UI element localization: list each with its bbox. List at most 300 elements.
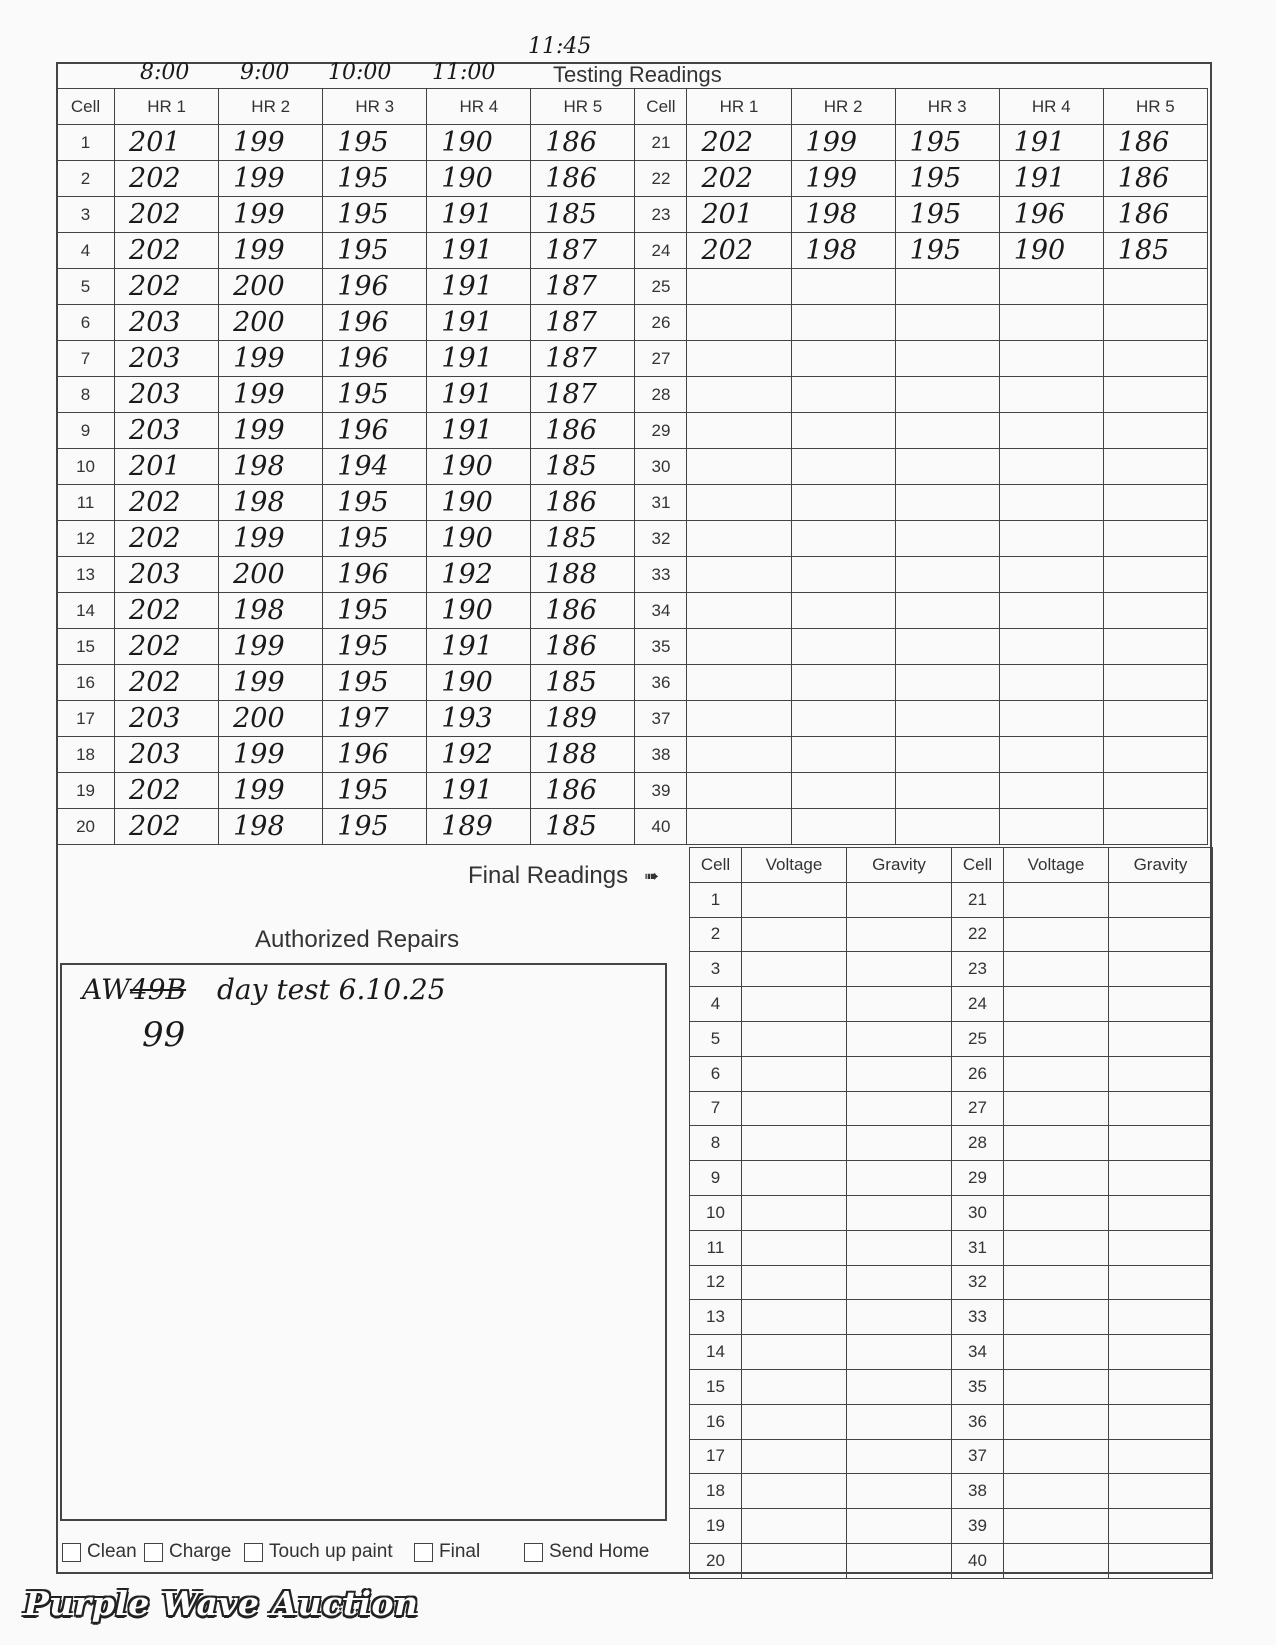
reading-cell[interactable] <box>687 701 791 737</box>
reading-cell[interactable]: 203 <box>115 413 219 449</box>
reading-cell[interactable]: 190 <box>427 449 531 485</box>
checkbox-box[interactable] <box>144 1543 163 1562</box>
reading-cell[interactable] <box>1103 341 1207 377</box>
reading-cell[interactable]: 185 <box>531 809 635 845</box>
reading-cell[interactable]: 195 <box>895 125 999 161</box>
cell-number[interactable]: 3 <box>57 197 115 233</box>
reading-cell[interactable]: 199 <box>219 125 323 161</box>
voltage-cell[interactable] <box>742 917 847 952</box>
reading-cell[interactable]: 195 <box>323 233 427 269</box>
reading-cell[interactable] <box>687 413 791 449</box>
reading-cell[interactable] <box>687 305 791 341</box>
reading-cell[interactable] <box>791 809 895 845</box>
reading-cell[interactable]: 186 <box>531 485 635 521</box>
gravity-cell[interactable] <box>847 1195 952 1230</box>
reading-cell[interactable] <box>895 413 999 449</box>
checkbox-touch-up-paint[interactable] <box>244 1541 393 1563</box>
reading-cell[interactable] <box>999 773 1103 809</box>
reading-cell[interactable] <box>791 305 895 341</box>
cell-number[interactable]: 25 <box>635 269 687 305</box>
reading-cell[interactable] <box>687 773 791 809</box>
gravity-cell[interactable] <box>847 1056 952 1091</box>
reading-cell[interactable] <box>687 485 791 521</box>
gravity-cell[interactable] <box>1109 1300 1213 1335</box>
reading-cell[interactable] <box>1103 809 1207 845</box>
reading-cell[interactable]: 185 <box>531 665 635 701</box>
reading-cell[interactable]: 196 <box>323 269 427 305</box>
voltage-cell[interactable] <box>1004 1056 1109 1091</box>
reading-cell[interactable]: 202 <box>115 809 219 845</box>
reading-cell[interactable]: 196 <box>323 305 427 341</box>
gravity-cell[interactable] <box>847 1509 952 1544</box>
voltage-cell[interactable] <box>742 1543 847 1578</box>
gravity-cell[interactable] <box>1109 1404 1213 1439</box>
reading-cell[interactable]: 191 <box>427 305 531 341</box>
reading-cell[interactable]: 199 <box>791 125 895 161</box>
reading-cell[interactable] <box>999 305 1103 341</box>
reading-cell[interactable]: 191 <box>999 161 1103 197</box>
gravity-cell[interactable] <box>847 1230 952 1265</box>
gravity-cell[interactable] <box>847 882 952 917</box>
reading-cell[interactable]: 187 <box>531 377 635 413</box>
cell-number[interactable]: 35 <box>635 629 687 665</box>
reading-cell[interactable] <box>999 449 1103 485</box>
gravity-cell[interactable] <box>1109 1230 1213 1265</box>
reading-cell[interactable] <box>791 593 895 629</box>
reading-cell[interactable]: 196 <box>323 737 427 773</box>
reading-cell[interactable]: 195 <box>323 665 427 701</box>
reading-cell[interactable]: 203 <box>115 377 219 413</box>
reading-cell[interactable]: 203 <box>115 737 219 773</box>
reading-cell[interactable] <box>791 629 895 665</box>
reading-cell[interactable]: 193 <box>427 701 531 737</box>
reading-cell[interactable] <box>999 413 1103 449</box>
gravity-cell[interactable] <box>1109 1474 1213 1509</box>
reading-cell[interactable] <box>999 521 1103 557</box>
reading-cell[interactable]: 192 <box>427 737 531 773</box>
reading-cell[interactable] <box>895 737 999 773</box>
cell-number[interactable]: 22 <box>635 161 687 197</box>
reading-cell[interactable] <box>687 449 791 485</box>
reading-cell[interactable] <box>1103 665 1207 701</box>
gravity-cell[interactable] <box>1109 987 1213 1022</box>
reading-cell[interactable]: 200 <box>219 701 323 737</box>
cell-number[interactable]: 27 <box>635 341 687 377</box>
reading-cell[interactable]: 190 <box>427 665 531 701</box>
cell-number[interactable]: 6 <box>57 305 115 341</box>
reading-cell[interactable]: 195 <box>895 233 999 269</box>
checkbox-clean[interactable] <box>62 1541 137 1563</box>
reading-cell[interactable] <box>791 737 895 773</box>
reading-cell[interactable] <box>895 341 999 377</box>
reading-cell[interactable] <box>895 521 999 557</box>
reading-cell[interactable]: 190 <box>427 521 531 557</box>
reading-cell[interactable]: 202 <box>115 485 219 521</box>
reading-cell[interactable] <box>791 449 895 485</box>
reading-cell[interactable] <box>1103 557 1207 593</box>
reading-cell[interactable] <box>895 665 999 701</box>
cell-number[interactable]: 23 <box>635 197 687 233</box>
reading-cell[interactable]: 198 <box>219 449 323 485</box>
gravity-cell[interactable] <box>847 1265 952 1300</box>
voltage-cell[interactable] <box>742 1195 847 1230</box>
cell-number[interactable]: 7 <box>57 341 115 377</box>
reading-cell[interactable]: 197 <box>323 701 427 737</box>
gravity-cell[interactable] <box>847 1369 952 1404</box>
gravity-cell[interactable] <box>1109 882 1213 917</box>
reading-cell[interactable] <box>895 449 999 485</box>
reading-cell[interactable]: 186 <box>531 593 635 629</box>
reading-cell[interactable] <box>999 629 1103 665</box>
reading-cell[interactable] <box>1103 521 1207 557</box>
reading-cell[interactable] <box>1103 629 1207 665</box>
reading-cell[interactable]: 199 <box>219 665 323 701</box>
voltage-cell[interactable] <box>742 952 847 987</box>
reading-cell[interactable]: 191 <box>427 341 531 377</box>
reading-cell[interactable] <box>999 665 1103 701</box>
reading-cell[interactable]: 196 <box>999 197 1103 233</box>
voltage-cell[interactable] <box>1004 1021 1109 1056</box>
reading-cell[interactable]: 195 <box>323 161 427 197</box>
reading-cell[interactable] <box>999 701 1103 737</box>
voltage-cell[interactable] <box>1004 1335 1109 1370</box>
voltage-cell[interactable] <box>1004 1474 1109 1509</box>
gravity-cell[interactable] <box>847 1335 952 1370</box>
reading-cell[interactable] <box>791 665 895 701</box>
reading-cell[interactable]: 195 <box>323 377 427 413</box>
reading-cell[interactable]: 186 <box>531 161 635 197</box>
checkbox-box[interactable] <box>414 1543 433 1562</box>
cell-number[interactable]: 19 <box>57 773 115 809</box>
voltage-cell[interactable] <box>1004 1126 1109 1161</box>
gravity-cell[interactable] <box>1109 1543 1213 1578</box>
reading-cell[interactable]: 186 <box>1103 125 1207 161</box>
cell-number[interactable]: 9 <box>57 413 115 449</box>
cell-number[interactable]: 33 <box>635 557 687 593</box>
gravity-cell[interactable] <box>847 1126 952 1161</box>
reading-cell[interactable]: 201 <box>115 449 219 485</box>
reading-cell[interactable]: 203 <box>115 701 219 737</box>
reading-cell[interactable] <box>1103 449 1207 485</box>
cell-number[interactable]: 12 <box>57 521 115 557</box>
reading-cell[interactable]: 194 <box>323 449 427 485</box>
reading-cell[interactable] <box>999 557 1103 593</box>
reading-cell[interactable]: 200 <box>219 269 323 305</box>
cell-number[interactable]: 29 <box>635 413 687 449</box>
reading-cell[interactable] <box>791 413 895 449</box>
reading-cell[interactable]: 191 <box>427 629 531 665</box>
reading-cell[interactable]: 195 <box>323 593 427 629</box>
reading-cell[interactable]: 202 <box>687 233 791 269</box>
voltage-cell[interactable] <box>742 1021 847 1056</box>
reading-cell[interactable]: 199 <box>791 161 895 197</box>
gravity-cell[interactable] <box>847 952 952 987</box>
voltage-cell[interactable] <box>742 1161 847 1196</box>
voltage-cell[interactable] <box>1004 1509 1109 1544</box>
voltage-cell[interactable] <box>742 1474 847 1509</box>
gravity-cell[interactable] <box>1109 1335 1213 1370</box>
reading-cell[interactable] <box>1103 413 1207 449</box>
cell-number[interactable]: 10 <box>57 449 115 485</box>
reading-cell[interactable]: 185 <box>531 449 635 485</box>
reading-cell[interactable]: 202 <box>115 521 219 557</box>
reading-cell[interactable] <box>791 701 895 737</box>
reading-cell[interactable] <box>1103 593 1207 629</box>
reading-cell[interactable]: 198 <box>219 485 323 521</box>
reading-cell[interactable] <box>1103 737 1207 773</box>
checkbox-box[interactable] <box>524 1543 543 1562</box>
reading-cell[interactable]: 191 <box>427 377 531 413</box>
gravity-cell[interactable] <box>847 1404 952 1439</box>
reading-cell[interactable]: 186 <box>531 629 635 665</box>
reading-cell[interactable] <box>687 737 791 773</box>
reading-cell[interactable]: 195 <box>323 197 427 233</box>
gravity-cell[interactable] <box>847 1091 952 1126</box>
reading-cell[interactable]: 196 <box>323 413 427 449</box>
voltage-cell[interactable] <box>742 1091 847 1126</box>
reading-cell[interactable] <box>1103 773 1207 809</box>
reading-cell[interactable]: 195 <box>895 197 999 233</box>
reading-cell[interactable] <box>999 809 1103 845</box>
cell-number[interactable]: 11 <box>57 485 115 521</box>
reading-cell[interactable]: 185 <box>531 197 635 233</box>
voltage-cell[interactable] <box>742 1056 847 1091</box>
reading-cell[interactable]: 202 <box>115 197 219 233</box>
reading-cell[interactable]: 198 <box>791 233 895 269</box>
reading-cell[interactable] <box>895 305 999 341</box>
voltage-cell[interactable] <box>1004 1161 1109 1196</box>
reading-cell[interactable]: 199 <box>219 161 323 197</box>
gravity-cell[interactable] <box>847 1474 952 1509</box>
cell-number[interactable]: 1 <box>57 125 115 161</box>
reading-cell[interactable]: 190 <box>999 233 1103 269</box>
reading-cell[interactable] <box>895 485 999 521</box>
reading-cell[interactable] <box>791 557 895 593</box>
reading-cell[interactable]: 190 <box>427 593 531 629</box>
gravity-cell[interactable] <box>1109 1056 1213 1091</box>
cell-number[interactable]: 15 <box>57 629 115 665</box>
reading-cell[interactable]: 199 <box>219 233 323 269</box>
reading-cell[interactable]: 195 <box>323 125 427 161</box>
reading-cell[interactable]: 202 <box>115 593 219 629</box>
reading-cell[interactable]: 186 <box>531 773 635 809</box>
voltage-cell[interactable] <box>742 1230 847 1265</box>
cell-number[interactable]: 13 <box>57 557 115 593</box>
cell-number[interactable]: 2 <box>57 161 115 197</box>
voltage-cell[interactable] <box>1004 1265 1109 1300</box>
gravity-cell[interactable] <box>1109 1091 1213 1126</box>
reading-cell[interactable]: 187 <box>531 305 635 341</box>
reading-cell[interactable] <box>1103 305 1207 341</box>
voltage-cell[interactable] <box>1004 1091 1109 1126</box>
authorized-repairs-box[interactable] <box>60 963 667 1521</box>
cell-number[interactable]: 40 <box>635 809 687 845</box>
reading-cell[interactable] <box>895 269 999 305</box>
voltage-cell[interactable] <box>1004 1439 1109 1474</box>
reading-cell[interactable] <box>687 341 791 377</box>
reading-cell[interactable] <box>999 269 1103 305</box>
voltage-cell[interactable] <box>1004 1195 1109 1230</box>
gravity-cell[interactable] <box>1109 1195 1213 1230</box>
reading-cell[interactable]: 186 <box>531 413 635 449</box>
reading-cell[interactable]: 201 <box>687 197 791 233</box>
voltage-cell[interactable] <box>742 882 847 917</box>
cell-number[interactable]: 34 <box>635 593 687 629</box>
reading-cell[interactable]: 199 <box>219 521 323 557</box>
voltage-cell[interactable] <box>1004 952 1109 987</box>
voltage-cell[interactable] <box>1004 882 1109 917</box>
voltage-cell[interactable] <box>1004 1404 1109 1439</box>
voltage-cell[interactable] <box>742 1439 847 1474</box>
cell-number[interactable]: 5 <box>57 269 115 305</box>
reading-cell[interactable] <box>687 521 791 557</box>
reading-cell[interactable]: 188 <box>531 557 635 593</box>
voltage-cell[interactable] <box>742 1369 847 1404</box>
reading-cell[interactable]: 190 <box>427 161 531 197</box>
reading-cell[interactable]: 203 <box>115 305 219 341</box>
reading-cell[interactable] <box>791 341 895 377</box>
cell-number[interactable]: 20 <box>57 809 115 845</box>
reading-cell[interactable] <box>895 629 999 665</box>
reading-cell[interactable] <box>999 593 1103 629</box>
reading-cell[interactable] <box>791 521 895 557</box>
gravity-cell[interactable] <box>847 1439 952 1474</box>
reading-cell[interactable] <box>895 377 999 413</box>
cell-number[interactable]: 24 <box>635 233 687 269</box>
cell-number[interactable]: 32 <box>635 521 687 557</box>
reading-cell[interactable]: 195 <box>323 773 427 809</box>
reading-cell[interactable]: 202 <box>115 161 219 197</box>
reading-cell[interactable] <box>687 809 791 845</box>
checkbox-send-home[interactable] <box>524 1541 649 1563</box>
reading-cell[interactable] <box>687 665 791 701</box>
voltage-cell[interactable] <box>742 1509 847 1544</box>
reading-cell[interactable] <box>791 269 895 305</box>
gravity-cell[interactable] <box>1109 917 1213 952</box>
reading-cell[interactable] <box>687 269 791 305</box>
voltage-cell[interactable] <box>1004 1543 1109 1578</box>
reading-cell[interactable]: 185 <box>1103 233 1207 269</box>
reading-cell[interactable] <box>895 773 999 809</box>
cell-number[interactable]: 28 <box>635 377 687 413</box>
reading-cell[interactable]: 196 <box>323 341 427 377</box>
reading-cell[interactable]: 191 <box>999 125 1103 161</box>
reading-cell[interactable]: 202 <box>115 269 219 305</box>
cell-number[interactable]: 37 <box>635 701 687 737</box>
reading-cell[interactable]: 191 <box>427 269 531 305</box>
reading-cell[interactable] <box>687 593 791 629</box>
gravity-cell[interactable] <box>1109 1021 1213 1056</box>
reading-cell[interactable]: 199 <box>219 197 323 233</box>
cell-number[interactable]: 21 <box>635 125 687 161</box>
checkbox-charge[interactable] <box>144 1541 231 1563</box>
gravity-cell[interactable] <box>847 1543 952 1578</box>
gravity-cell[interactable] <box>1109 952 1213 987</box>
cell-number[interactable]: 8 <box>57 377 115 413</box>
cell-number[interactable]: 16 <box>57 665 115 701</box>
reading-cell[interactable] <box>687 629 791 665</box>
reading-cell[interactable]: 191 <box>427 773 531 809</box>
reading-cell[interactable] <box>1103 377 1207 413</box>
reading-cell[interactable] <box>687 377 791 413</box>
reading-cell[interactable]: 199 <box>219 377 323 413</box>
reading-cell[interactable]: 198 <box>219 593 323 629</box>
reading-cell[interactable]: 192 <box>427 557 531 593</box>
reading-cell[interactable] <box>791 377 895 413</box>
reading-cell[interactable]: 187 <box>531 341 635 377</box>
reading-cell[interactable]: 202 <box>687 161 791 197</box>
gravity-cell[interactable] <box>1109 1509 1213 1544</box>
reading-cell[interactable]: 190 <box>427 485 531 521</box>
gravity-cell[interactable] <box>847 1161 952 1196</box>
reading-cell[interactable]: 202 <box>115 233 219 269</box>
gravity-cell[interactable] <box>1109 1161 1213 1196</box>
voltage-cell[interactable] <box>742 1300 847 1335</box>
reading-cell[interactable] <box>791 485 895 521</box>
reading-cell[interactable]: 186 <box>1103 161 1207 197</box>
reading-cell[interactable] <box>1103 485 1207 521</box>
cell-number[interactable]: 14 <box>57 593 115 629</box>
cell-number[interactable]: 31 <box>635 485 687 521</box>
gravity-cell[interactable] <box>847 917 952 952</box>
reading-cell[interactable]: 185 <box>531 521 635 557</box>
reading-cell[interactable]: 200 <box>219 557 323 593</box>
reading-cell[interactable]: 198 <box>219 809 323 845</box>
voltage-cell[interactable] <box>1004 1369 1109 1404</box>
reading-cell[interactable]: 191 <box>427 413 531 449</box>
reading-cell[interactable]: 195 <box>323 521 427 557</box>
voltage-cell[interactable] <box>1004 917 1109 952</box>
reading-cell[interactable] <box>999 341 1103 377</box>
reading-cell[interactable]: 191 <box>427 233 531 269</box>
voltage-cell[interactable] <box>742 1404 847 1439</box>
reading-cell[interactable] <box>791 773 895 809</box>
voltage-cell[interactable] <box>742 987 847 1022</box>
reading-cell[interactable]: 189 <box>427 809 531 845</box>
reading-cell[interactable]: 203 <box>115 341 219 377</box>
reading-cell[interactable] <box>999 485 1103 521</box>
checkbox-box[interactable] <box>62 1543 81 1562</box>
checkbox-box[interactable] <box>244 1543 263 1562</box>
voltage-cell[interactable] <box>1004 987 1109 1022</box>
cell-number[interactable]: 4 <box>57 233 115 269</box>
checkbox-final[interactable] <box>414 1541 480 1563</box>
voltage-cell[interactable] <box>742 1265 847 1300</box>
reading-cell[interactable]: 202 <box>115 629 219 665</box>
reading-cell[interactable]: 187 <box>531 233 635 269</box>
reading-cell[interactable] <box>1103 701 1207 737</box>
reading-cell[interactable]: 202 <box>687 125 791 161</box>
reading-cell[interactable]: 186 <box>531 125 635 161</box>
reading-cell[interactable] <box>895 701 999 737</box>
gravity-cell[interactable] <box>1109 1126 1213 1161</box>
cell-number[interactable]: 36 <box>635 665 687 701</box>
reading-cell[interactable] <box>1103 269 1207 305</box>
reading-cell[interactable]: 188 <box>531 737 635 773</box>
gravity-cell[interactable] <box>1109 1369 1213 1404</box>
reading-cell[interactable] <box>895 557 999 593</box>
cell-number[interactable]: 39 <box>635 773 687 809</box>
reading-cell[interactable]: 186 <box>1103 197 1207 233</box>
gravity-cell[interactable] <box>1109 1439 1213 1474</box>
reading-cell[interactable]: 190 <box>427 125 531 161</box>
reading-cell[interactable]: 199 <box>219 629 323 665</box>
cell-number[interactable]: 38 <box>635 737 687 773</box>
voltage-cell[interactable] <box>742 1126 847 1161</box>
reading-cell[interactable]: 195 <box>323 629 427 665</box>
reading-cell[interactable]: 196 <box>323 557 427 593</box>
reading-cell[interactable] <box>999 737 1103 773</box>
